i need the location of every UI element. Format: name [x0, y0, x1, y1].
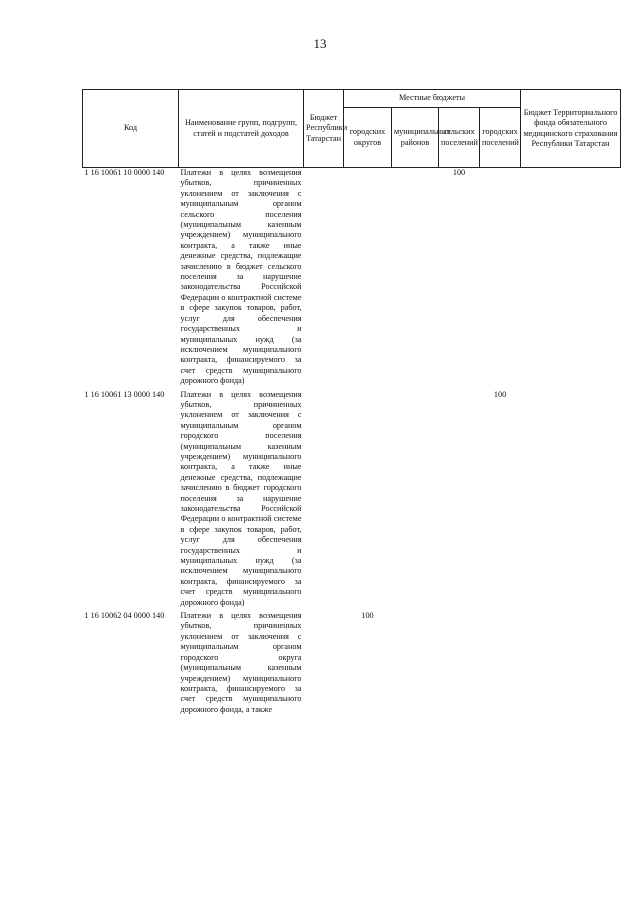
row-city-value: 100	[361, 611, 374, 621]
row-municipal-value	[392, 608, 439, 715]
row-town-value	[480, 608, 521, 715]
row-code: 1 16 10061 13 0000 140	[84, 389, 165, 399]
header-name: Наименование групп, подгрупп, статей и подстатей доходов	[179, 90, 304, 168]
row-city-value	[344, 387, 392, 609]
header-republic-budget: Бюджет Республики Татарстан	[304, 90, 344, 168]
header-local-budgets: Местные бюджеты	[344, 90, 521, 108]
row-fund-value	[521, 168, 621, 387]
revenue-distribution-table	[82, 89, 621, 715]
row-fund-value	[521, 608, 621, 715]
row-rural-value	[439, 387, 480, 609]
row-name: Платежи в целях возмещения убытков, причиненных уклонением от заключения с муниципальным органом сельского поселения (муниципальным казенным учреждением) муниципального контракта, а также иные денежные средства, подлежащие зачислению в бюджет сельского поселения за нарушение законодательства Российской Федерации о контрактной системе в сфере закупок товаров, работ, услуг для обеспечения государственных и муниципальных нужд (за исключением муниципального контракта, финансируемого за счет средств муниципального дорожного фонда)	[180, 168, 302, 386]
row-municipal-value	[392, 387, 439, 609]
header-municipal-districts: муниципальных районов	[392, 108, 439, 168]
header-town-settlements: городских поселений	[480, 108, 521, 168]
table-row	[83, 168, 621, 387]
row-town-value: 100	[493, 389, 507, 399]
row-name: Платежи в целях возмещения убытков, причиненных уклонением от заключения с муниципальным органом городского округа (муниципальным казенным учреждением) муниципального контракта, финансируемого за счет средств муниципального дорожного фонда, а также	[180, 611, 302, 714]
table-row	[83, 387, 621, 609]
row-code: 1 16 10062 04 0000 140	[84, 611, 165, 621]
row-rural-value	[439, 608, 480, 715]
row-code: 1 16 10061 10 0000 140	[84, 168, 165, 177]
header-fund-budget: Бюджет Территориального фонда обязательного медицинского страхования Республики Татарстан	[521, 90, 621, 168]
row-republic-value	[304, 168, 344, 387]
row-town-value	[480, 168, 521, 387]
header-city-districts: городских округов	[344, 108, 392, 168]
header-code: Код	[83, 90, 179, 168]
row-republic-value	[304, 387, 344, 609]
row-city-value	[344, 168, 392, 387]
row-fund-value	[521, 387, 621, 609]
row-republic-value	[304, 608, 344, 715]
page-number: 13	[313, 36, 327, 51]
row-rural-value: 100	[452, 168, 466, 177]
header-rural-settlements: сельских поселений	[439, 108, 480, 168]
row-municipal-value	[392, 168, 439, 387]
table-row	[83, 608, 621, 715]
row-name: Платежи в целях возмещения убытков, причиненных уклонением от заключения с муниципальным органом городского поселения (муниципальным казенным учреждением) муниципального контракта, а также иные денежные средства, подлежащие зачислению в бюджет городского поселения за нарушение законодательства Российской Федерации о контрактной системе в сфере закупок товаров, работ, услуг для обеспечения государственных и муниципальных нужд (за исключением муниципального контракта, финансируемого за счет средств муниципального дорожного фонда)	[180, 389, 302, 607]
